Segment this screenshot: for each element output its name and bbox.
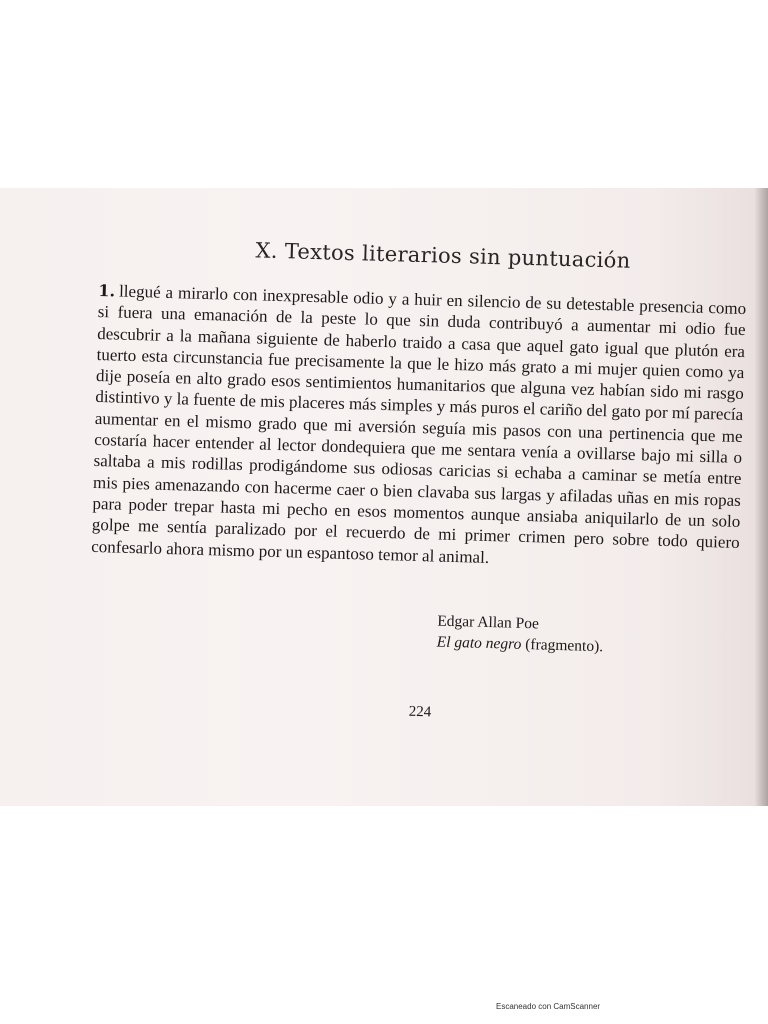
- scanned-page: [0, 188, 768, 806]
- attribution: [436, 610, 749, 661]
- chapter-title: X. Textos literarios sin puntuación: [255, 238, 631, 273]
- passage-body: llegué a mirarlo con inexpresable odio y a huir en silencio de su detestable presencia como si fuera una emanación de la peste lo que sin duda contribuyó a aumentar mi odio fue descubrir a la mañana siguiente de haberlo traido a casa que aquel gato igual que plutón era tuerto esta circunstancia fue precisamente la que le hizo más grato a mi mujer quien como ya dije poseía en alto grado esos sentimientos humanitarios que alguna vez habían sido mi rasgo distintivo y la fuente de mis placeres más simples y más puros el cariño del gato por mí parecía aumentar en el mismo grado que mi aversión seguía mis pasos con una pertinencia que me costaría hacer entender al lector dondequiera que me sentara venía a ovillarse bajo mi silla o saltaba a mis rodillas prodigándome sus odiosas caricias si echaba a caminar se metía entre mis pies amenazando con hacerme caer o bien clavaba sus largas y afiladas uñas en mis ropas para poder trepar hasta mi pecho en esos momentos aunque ansiaba aniquilarlo de un solo golpe me sentía paralizado por el recuerdo de mi primer crimen pero sobre todo quiero confesarlo ahora mismo por un espantoso temor al animal.: [91, 281, 747, 567]
- page-content: [87, 234, 760, 730]
- item-number: 1.: [98, 280, 116, 301]
- page-number: 224: [408, 703, 432, 721]
- passage-text: [91, 280, 746, 575]
- author-name: Edgar Allan Poe: [437, 612, 540, 633]
- work-note: (fragmento).: [521, 635, 604, 656]
- scanner-watermark: Escaneado con CamScanner: [496, 1002, 601, 1011]
- work-title: El gato negro: [436, 633, 522, 653]
